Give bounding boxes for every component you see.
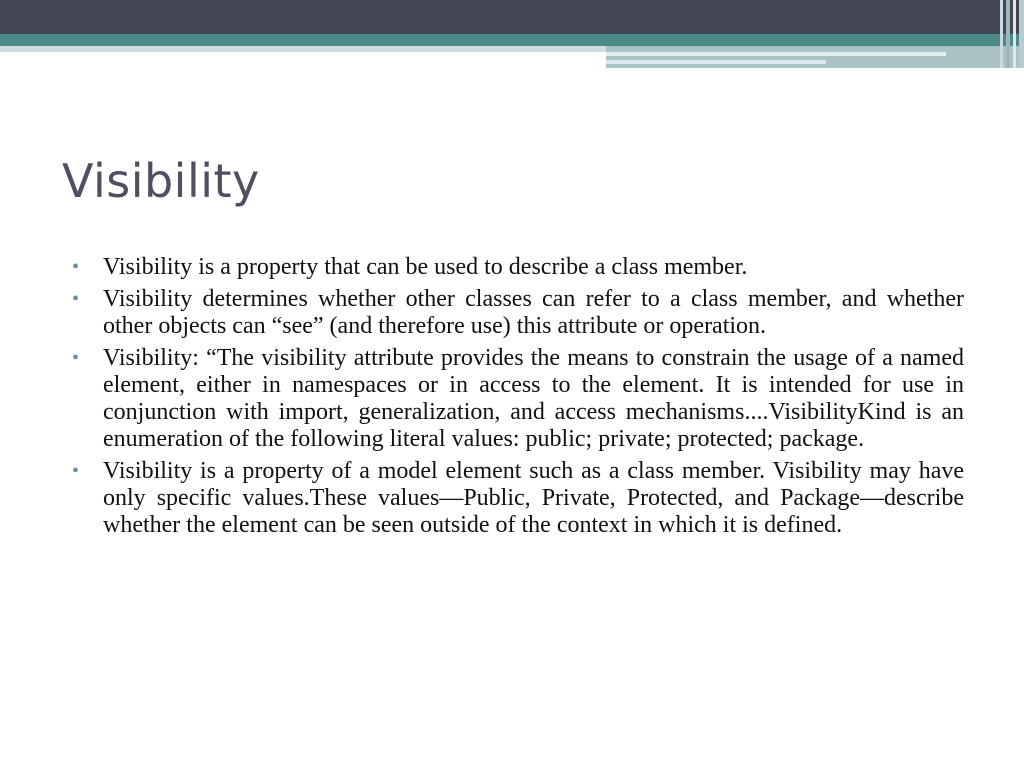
bullet-marker-icon: • [72,256,80,278]
bullet-text: Visibility is a property of a model element such as a class member. Visibility may have only specific values.These values—Public, Private, Protected, and Package—describe whether the element can be seen outside of the context in which it is defined. [103,458,964,538]
bullet-marker-icon: • [72,347,80,369]
bullet-marker-icon: • [72,288,80,310]
header-band-dark [0,0,1024,34]
slide-title: Visibility [62,154,260,208]
stripe [1019,0,1024,68]
bullet-item [72,345,964,453]
header-band-step-highlight [606,52,946,56]
bullet-list [72,254,964,544]
header-band-step [606,46,1024,68]
bullet-text: Visibility is a property that can be used to describe a class member. [103,254,748,280]
stripe [1013,0,1016,68]
header-band-step-line [606,60,826,64]
stripe [1000,0,1003,68]
bullet-text: Visibility: “The visibility attribute provides the means to constrain the usage of a named element, either in namespaces or in access to the element. It is intended for use in conjunction with import, generalization, and access mechanisms....VisibilityKind is an enumeration of the following literal values: public; private; protected; package. [103,345,964,452]
bullet-text: Visibility determines whether other classes can refer to a class member, and whether other objects can “see” (and therefore use) this attribute or operation. [103,286,964,339]
stripe [1006,0,1010,68]
bullet-item [72,286,964,340]
header-right-stripes [994,0,1024,68]
bullet-item [72,458,964,539]
header-band-teal [0,34,1024,46]
bullet-item [72,254,964,281]
bullet-marker-icon: • [72,460,80,482]
